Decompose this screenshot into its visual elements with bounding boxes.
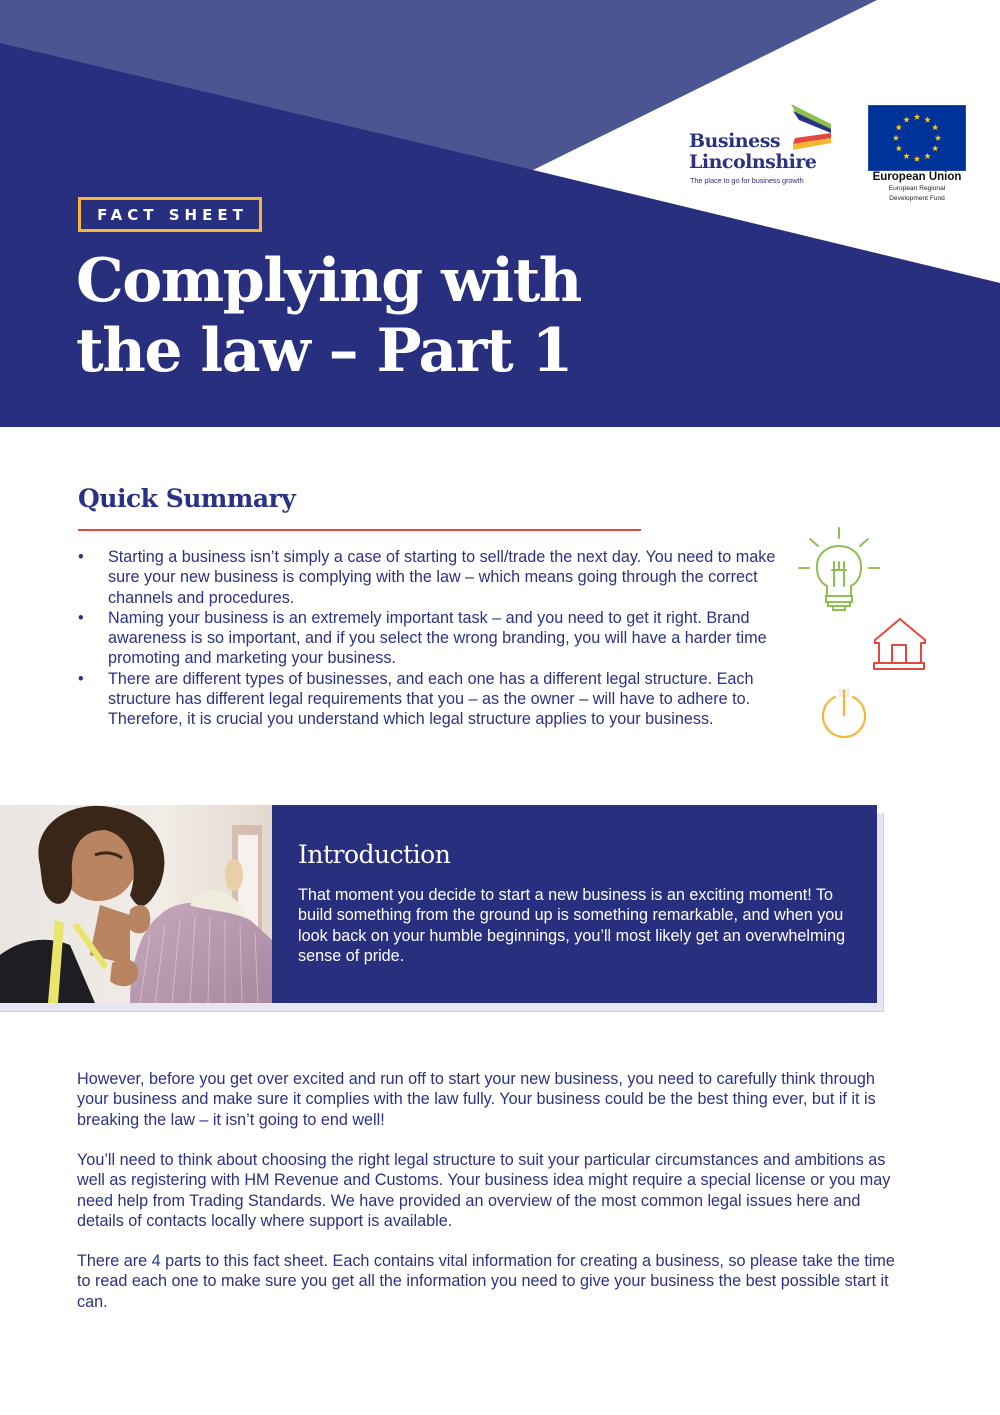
house-icon <box>872 618 928 674</box>
bullet-icon: • <box>78 669 84 688</box>
page-title-line1: Complying with <box>76 246 581 316</box>
quick-summary-list <box>78 547 778 730</box>
eu-subtitle-line2: Development Fund <box>889 195 945 202</box>
body-paragraph-2: You’ll need to think about choosing the right legal structure to suit your particular circumstances and ambitions as well as registering with HM Revenue and Customs. Your business idea might require a special license or you may need help from Trading Standards. We have provided an overview of the most common legal issues here and details of contacts locally where support is available. <box>77 1151 891 1230</box>
introduction-card <box>272 805 877 1003</box>
introduction-photo <box>0 805 272 1003</box>
list-item-text: Naming your business is an extremely important task – and you need to get it right. Brand awareness is so important, and if you select the wrong branding, you will have a harder time promoting and marketing your business. <box>108 608 767 668</box>
chevron-logo-icon <box>791 104 833 150</box>
list-item-text: Starting a business isn’t simply a case of starting to sell/trade the next day. You need to make sure your new business is complying with the law – which means going through the correct channels and procedures. <box>108 548 776 607</box>
list-item-text: There are different types of businesses, and each one has a different legal structure. Each structure has different legal requirements that you – as the owner – will have to adhere to. Therefore, it is crucial you understand which legal structure applies to your business. <box>108 669 754 729</box>
introduction-text: That moment you decide to start a new business is an exciting moment! To build something from the ground up is something remarkable, and when you look back on your humble beginnings, you’ll most likely get an overwhelming sense of pride. <box>298 886 846 965</box>
logo-tagline: The place to go for business growth <box>690 176 804 185</box>
logo-word-lincolnshire: Lincolnshire <box>689 151 817 173</box>
eu-flag-icon <box>868 105 966 171</box>
eu-title: European Union <box>872 171 962 183</box>
list-item <box>78 547 778 608</box>
eu-subtitle-line1: European Regional <box>888 185 946 192</box>
business-lincolnshire-logo <box>689 102 839 192</box>
power-icon <box>818 689 870 743</box>
logo-word-business: Business <box>689 130 781 152</box>
fact-sheet-badge-label: FACT SHEET <box>97 205 248 224</box>
quick-summary-heading: Quick Summary <box>78 484 296 513</box>
quick-summary-divider <box>78 529 641 531</box>
lightbulb-icon <box>796 526 882 614</box>
fact-sheet-badge <box>78 197 262 232</box>
introduction-heading: Introduction <box>298 840 451 869</box>
page-title-line2: the law – Part 1 <box>76 316 572 386</box>
list-item <box>78 608 778 669</box>
eu-logo <box>867 104 967 204</box>
header-banner <box>0 0 1000 427</box>
bullet-icon: • <box>78 608 84 627</box>
page-title <box>76 246 581 386</box>
bullet-icon: • <box>78 548 84 566</box>
list-item <box>78 669 778 730</box>
body-paragraph-1: However, before you get over excited and run off to start your new business, you need to carefully think through your business and make sure it complies with the law fully. Your business could be the best thing ever, but if it is breaking the law – it isn’t going to end well! <box>77 1070 876 1129</box>
tailor-woman-photo-illustration <box>0 805 272 1003</box>
body-paragraph-3: There are 4 parts to this fact sheet. Each contains vital information for creating a business, so please take the time to read each one to make sure you get all the information you need to give your business the best possible start it can. <box>77 1252 895 1311</box>
